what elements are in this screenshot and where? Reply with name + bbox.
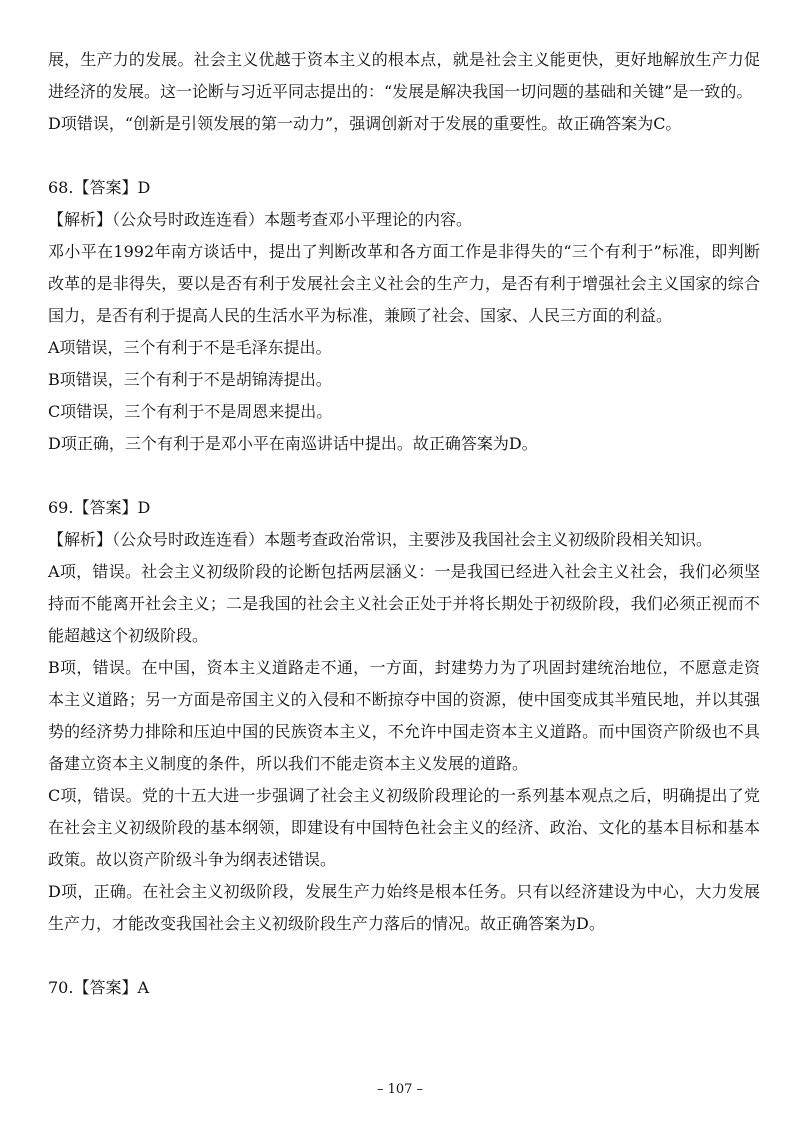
document-page (48, 44, 760, 1004)
q68-option-d: D项正确，三个有利于是邓小平在南巡讲话中提出。故正确答案为D。 (48, 434, 538, 453)
intro-paragraph: 展，生产力的发展。社会主义优越于资本主义的根本点，就是社会主义能更快，更好地解放生产力促进经济的发展。这一论断与习近平同志提出的：“发展是解决我国一切问题的基础和关键”是一致的。 (48, 50, 760, 101)
page-number: – 107 – (376, 1082, 424, 1097)
q68-answer: 68.【答案】D (48, 178, 151, 197)
q68-body: 邓小平在1992年南方谈话中，提出了判断改革和各方面工作是非得失的“三个有利于”标准，即判断改革的是非得失，要以是否有利于发展社会主义社会的生产力，是否有利于增强社会主义国家的综合国力，是否有利于提高人民的生活水平为标准，兼顾了社会、国家、人民三方面的利益。 (48, 242, 760, 325)
q69-option-d: D项，正确。在社会主义初级阶段，发展生产力始终是根本任务。只有以经济建设为中心，大力发展生产力，才能改变我国社会主义初级阶段生产力落后的情况。故正确答案为D。 (48, 882, 760, 933)
q69-option-a: A项，错误。社会主义初级阶段的论断包括两层涵义：一是我国已经进入社会主义社会，我们必须坚持而不能离开社会主义；二是我国的社会主义社会正处于并将长期处于初级阶段，我们必须正视而不能超越这个初级阶段。 (48, 562, 760, 645)
q68-option-c: C项错误，三个有利于不是周恩来提出。 (48, 402, 333, 421)
intro-option-d: D项错误，“创新是引领发展的第一动力”，强调创新对于发展的重要性。故正确答案为C。 (48, 114, 682, 133)
q70-answer: 70.【答案】A (48, 978, 150, 997)
q69-answer: 69.【答案】D (48, 498, 151, 517)
q69-option-b: B项，错误。在中国，资本主义道路走不通，一方面，封建势力为了巩固封建统治地位，不愿意走资本主义道路；另一方面是帝国主义的入侵和不断掠夺中国的资源，使中国变成其半殖民地，并以其强势的经济势力排除和压迫中国的民族资本主义，不允许中国走资本主义道路。而中国资产阶级也不具备建立资本主义制度的条件，所以我们不能走资本主义发展的道路。 (48, 658, 760, 773)
q69-analysis-heading: 【解析】（公众号时政连连看）本题考查政治常识，主要涉及我国社会主义初级阶段相关知识。 (48, 530, 713, 549)
q69-option-c: C项，错误。党的十五大进一步强调了社会主义初级阶段理论的一系列基本观点之后，明确提出了党在社会主义初级阶段的基本纲领，即建设有中国特色社会主义的经济、政治、文化的基本目标和基本政策。故以资产阶级斗争为纲表述错误。 (48, 786, 760, 869)
q68-analysis-heading: 【解析】（公众号时政连连看）本题考查邓小平理论的内容。 (48, 210, 473, 229)
q68-option-a: A项错误，三个有利于不是毛泽东提出。 (48, 338, 332, 357)
q68-option-b: B项错误，三个有利于不是胡锦涛提出。 (48, 370, 332, 389)
